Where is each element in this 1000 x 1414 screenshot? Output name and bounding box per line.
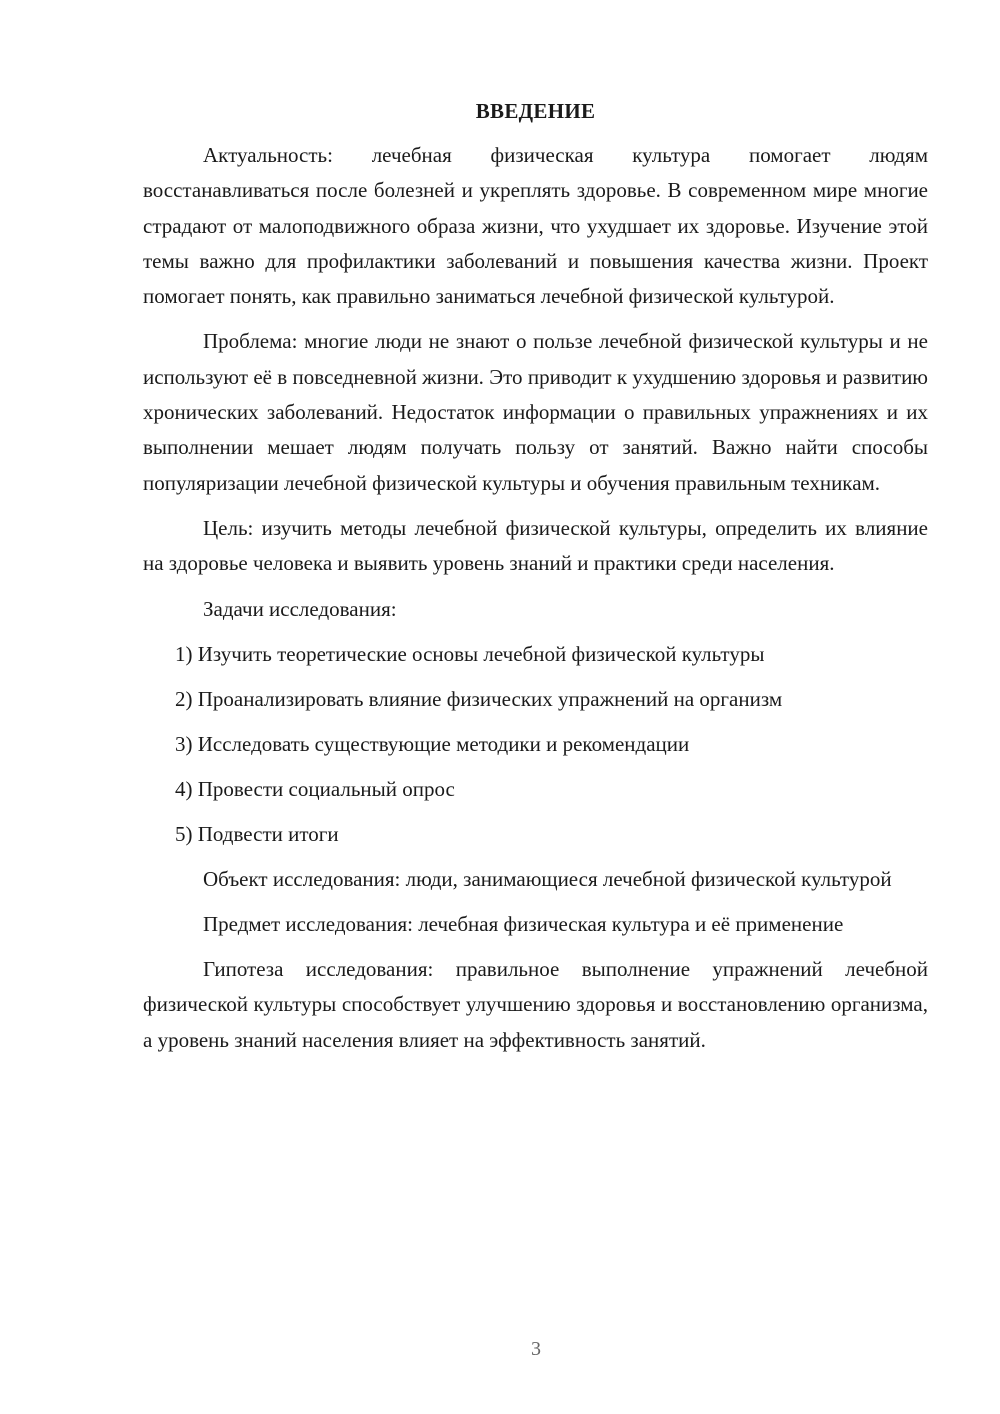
list-item: 2) Проанализировать влияние физических упражнений на организм (175, 686, 783, 711)
hypothesis-paragraph: Гипотеза исследования: правильное выполнение упражнений лечебной физической культуры способствует улучшению здоровья и восстановлению организма, а уровень знаний населения влияет на эффективность занятий. (143, 957, 928, 1052)
page-title: ВВЕДЕНИЕ (475, 99, 596, 123)
list-item: 3) Исследовать существующие методики и рекомендации (175, 731, 690, 756)
page-content (143, 96, 928, 1068)
tasks-list (143, 637, 928, 852)
list-item: 5) Подвести итоги (175, 821, 339, 846)
problem-paragraph: Проблема: многие люди не знают о пользе лечебной физической культуры и не используют её в повседневной жизни. Это приводит к ухудшению здоровья и развитию хронических заболеваний. Недостаток информации о правильных упражнениях и их выполнении мешает людям получать пользу от занятий. Важно найти способы популяризации лечебной физической культуры и обучения правильным техникам. (143, 329, 928, 495)
object-paragraph: Объект исследования: люди, занимающиеся лечебной физической культурой (203, 866, 892, 891)
list-item: 1) Изучить теоретические основы лечебной физической культуры (175, 641, 765, 666)
tasks-heading: Задачи исследования: (203, 596, 397, 621)
list-item: 4) Провести социальный опрос (175, 776, 455, 801)
goal-paragraph: Цель: изучить методы лечебной физической культуры, определить их влияние на здоровье человека и выявить уровень знаний и практики среди населения. (143, 515, 928, 576)
relevance-paragraph: Актуальность: лечебная физическая культура помогает людям восстанавливаться после болезней и укреплять здоровье. В современном мире многие страдают от малоподвижного образа жизни, что ухудшает их здоровье. Изучение этой темы важно для профилактики заболеваний и повышения качества жизни. Проект помогает понять, как правильно заниматься лечебной физической культурой. (143, 143, 928, 309)
page-number: 3 (531, 1338, 541, 1360)
subject-paragraph: Предмет исследования: лечебная физическая культура и её применение (203, 911, 844, 936)
